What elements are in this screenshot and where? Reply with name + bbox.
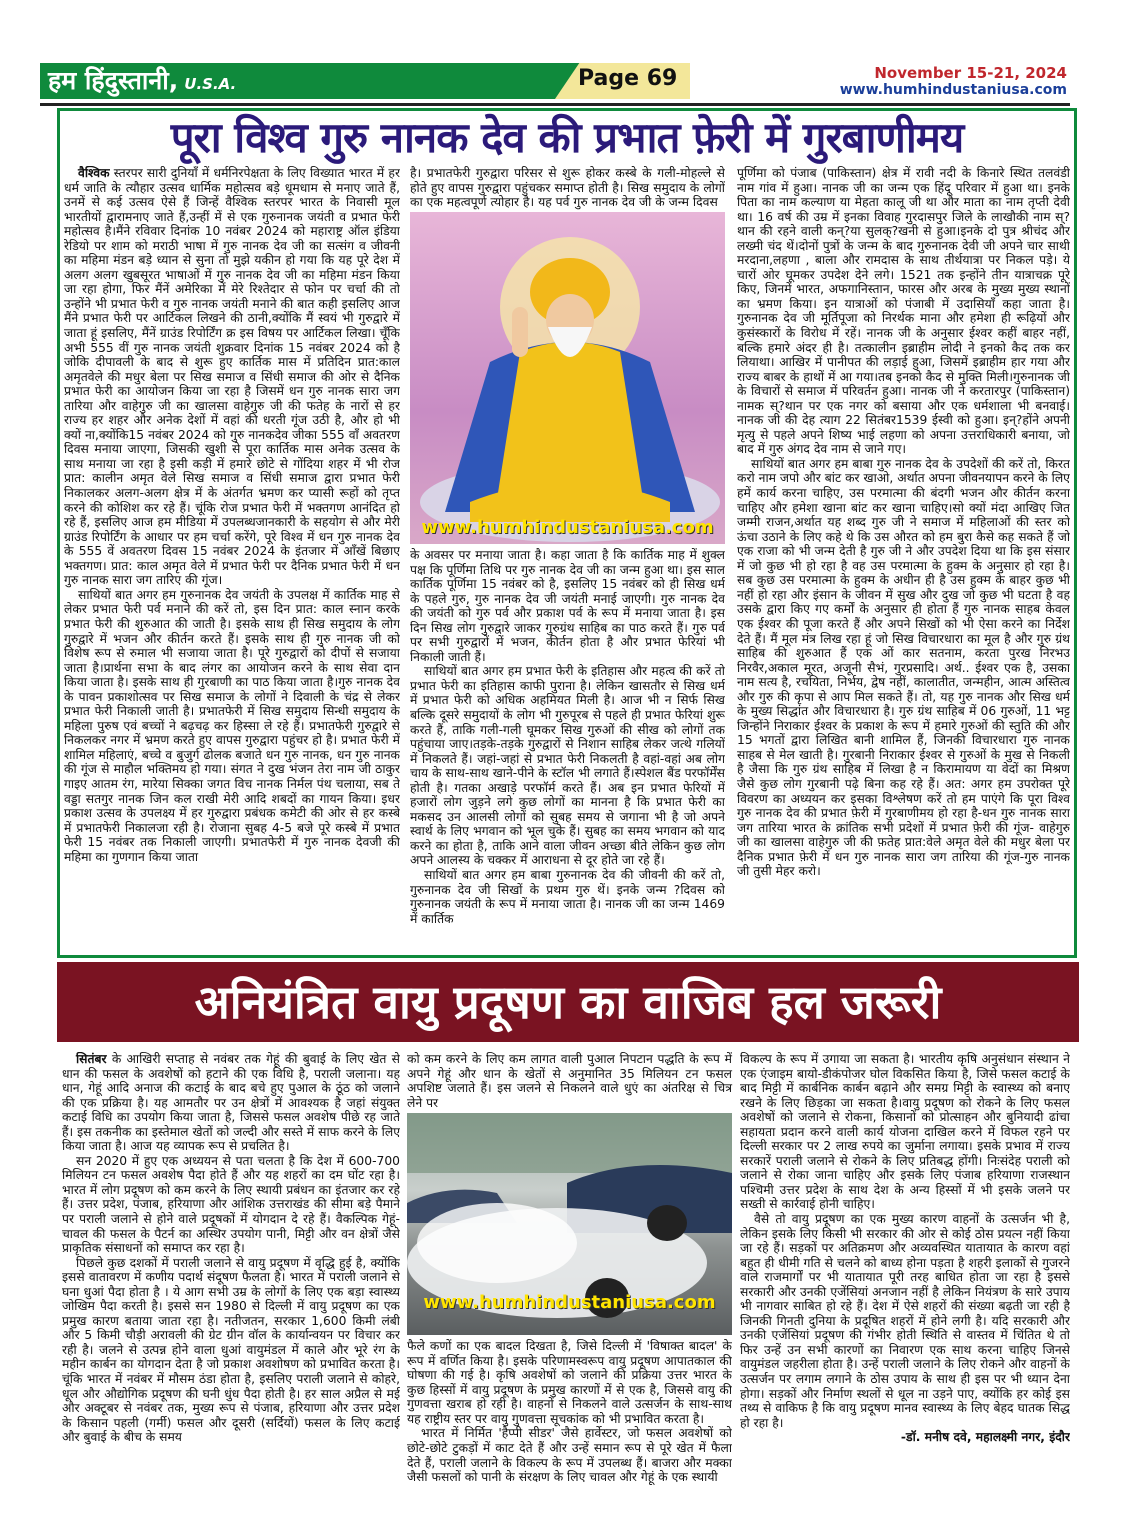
article2-column-3: विकल्प के रूप में उगाया जा सकता है। भारतीय कृषि अनुसंधान संस्थान ने एक एंजाइम बायो-डीकंपोजर घोल विकसित किया है, जिसे फसल कटाई के बाद मिट्टी में कार्बनिक कार्बन बढ़ाने और समग्र मिट्टी के स्वास्थ्य को बनाए रखने के लिए छिड़का जा सकता है।वायु प्रदूषण को रोकने के लिए फसल अवशेषों को जलाने से रोकना, किसानों को प्रोत्साहन और बुनियादी ढांचा सहायता प्रदान करने वाली कार्य योजना दाखिल करने में विफल रहने पर दिल्ली सरकार पर 2 लाख रुपये का जुर्माना लगाया। इसके प्रभाव में राज्य सरकारें पराली जलाने से रोकने के लिए प्रतिबद्ध होंगी। निःसंदेह पराली को जलाने से रोका जाना चाहिए और इसके लिए पंजाब हरियाणा राजस्थान पश्चिमी उत्तर प्रदेश के साथ देश के अन्य हिस्सों में भी इसके जलने पर सख्ती से कार्रवाई होनी चाहिए। वैसे तो वायु प्रदूषण का एक मुख्य कारण वाहनों के उत्सर्जन भी है, लेकिन इसके लिए किसी भी सरकार की ओर से कोई ठोस प्रयत्न नहीं किया जा रहे हैं। सड़कों पर अतिक्रमण और अव्यवस्थित यातायात के कारण वहां बहुत ही धीमी गति से चलने को बाध्य होना पड़ता है शहरी इलाकों से गुजरने वाले राजमार्गों पर भी यातायात पूरी तरह बाधित होता जा रहा है इससे सरकारी और उनकी एजेंसियां अनजान नहीं है लेकिन नियंत्रण के सारे उपाय भी नागवार साबित हो रहे हैं। देश में ऐसे शहरों की संख्या बढ़ती जा रही है जिनकी गिनती दुनिया के प्रदूषित शहरों में होने लगी है। यदि सरकारी और उनकी एजेंसियां प्रदूषण की गंभीर होती स्थिति से वास्तव में चिंतित थे तो फिर उन्हें उन सभी कारणों का निवारण एक साथ करना चाहिए जिनसे वायुमंडल जहरीला होता है। उन्हें पराली जलाने के लिए रोकने और वाहनों के उत्सर्जन पर लगाम लगाने के ठोस उपाय के साथ ही इस पर भी ध्यान देना होगा। सड़कों और निर्माण स्थलों से धूल ना उड़ने पाए, क्योंकि हर कोई इस तथ्य से वाकिफ है कि वायु प्रदूषण मानव स्वास्थ्य के लिए बेहद घातक सिद्ध हो रहा है। -डॉ. मनीष दवे, महालक्ष्मी नगर, इंदौर [740,1052,1070,1445]
article1-column-2-top: है। प्रभातफेरी गुरुद्वारा परिसर से शुरू होकर कस्बे के गली-मोहल्ले से होते हुए वापस गुरुद्वारा पहुंचकर समाप्त होती है। सिख समुदाय के लोगों का एक महत्वपूर्ण त्योहार है। यह पर्व गुरु नानक देव जी के जन्म दिवस [410,166,725,210]
page-number: Page 69 [578,66,678,91]
article2-column-2 [407,1052,732,1498]
lead-word: वैश्विक [78,166,110,180]
newspaper-name: हम हिंदुस्तानी, U.S.A. [48,66,237,95]
guru-nanak-portrait-image [410,212,725,544]
article1-column-3: पूर्णिमा को पंजाब (पाकिस्तान) क्षेत्र में रावी नदी के किनारे स्थित तलवंडी नाम गांव में हुआ। नानक जी का जन्म एक हिंदू परिवार में हुआ था। इनके पिता का नाम कल्याण या मेहता कालू जी था और माता का नाम तृप्ती देवी था। 16 वर्ष की उम्र में इनका विवाह गुरदासपुर जिले के लाखौकी नाम स्?थान की रहने वाली कन्?या सुलक्?खनी से हुआ।इनके दो पुत्र श्रीचंद और लख्मी चंद थें।दोनों पुत्रों के जन्म के बाद गुरुनानक देवी जी अपने चार साथी मरदाना,लहणा , बाला और रामदास के साथ तीर्थयात्रा पर निकल पड़े। ये चारों ओर घूमकर उपदेश देने लगे। 1521 तक इन्होंने तीन यात्राचक्र पूरे किए, जिनमें भारत, अफगानिस्तान, फारस और अरब के मुख्य मुख्य स्थानों का भ्रमण किया। इन यात्राओं को पंजाबी में उदासियाँ कहा जाता है। गुरुनानक देव जी मूर्तिपूजा को निरर्थक माना और हमेशा ही रूढ़ियों और कुसंस्कारों के विरोध में रहें। नानक जी के अनुसार ईश्वर कहीं बाहर नहीं, बल्कि हमारे अंदर ही है। तत्कालीन इब्राहीम लोदी ने इनको कैद तक कर लियाथा। आखिर में पानीपत की लड़ाई हुआ, जिसमें इब्राहीम हार गया और राज्य बाबर के हाथों में आ गया।तब इनको कैद से मुक्ति मिली।गुरुनानक जी के विचारों से समाज में परिवर्तन हुआ। नानक जी ने करतारपुर (पाकिस्तान) नामक स्?थान पर एक नगर को बसाया और एक धर्मशाला भी बनवाई। नानक जी की देह त्याग 22 सितंबर1539 ईस्वी को हुआ। इन्?होंने अपनी मृत्यु से पहले अपने शिष्य भाई लहणा को अपना उत्तराधिकारी बनाया, जो बाद में गुरु अंगद देव नाम से जाने गए। साथियों बात अगर हम बाबा गुरु नानक देव के उपदेशों की करें तो, किरत करो नाम जपो और बांट कर खाओ, अर्थात अपना जीवनयापन करने के लिए हमें कार्य करना चाहिए, उस परमात्मा की बंदगी भजन और कीर्तन करना चाहिए और हमेशा खाना बांट कर खाना चाहिए।सो क्यों मंदा आखिए जित जम्मी राजन,अर्थात यह शब्द गुरु जी ने समाज में महिलाओं की स्तर को ऊंचा उठाने के लिए कहे थे कि उस औरत को हम बुरा कैसे कह सकते हैं जो एक राजा को भी जन्म देती है गुरु जी ने और उपदेश दिया था कि इस संसार में जो कुछ भी हो रहा है वह उस परमात्मा के हुक्म के अनुसार हो रहा है। सब कुछ उस परमात्मा के हुक्म के अधीन ही है उस हुक्म के बाहर कुछ भी नहीं हो रहा और इंसान के जीवन में सुख और दुख जो कुछ भी घटता है वह उसके द्वारा किए गए कर्मों के अनुसार ही होता हैं गुरु नानक साहब केवल एक ईश्वर की पूजा करते हैं और अपने सिखों को भी ऐसा करने का निर्देश देते हैं। मैं मूल मंत्र लिख रहा हूं जो सिख विचारधारा का मूल है और गुरु ग्रंथ साहिब की शुरुआत हैं एक ओं कार सतनाम, करता पुरख निरभउ निरवैर,अकाल मूरत, अजूनी सैभं, गुरप्रसादि। अर्थ.. ईश्वर एक है, उसका नाम सत्य है, रचयिता, निर्भय, द्वेष नहीं, कालातीत, जन्महीन, आत्म अस्तित्व और गुरु की कृपा से आप मिल सकते हैं। तो, यह गुरु नानक और सिख धर्म के मुख्य सिद्धांत और विचारधारा है। गुरु ग्रंथ साहिब में 06 गुरुओं, 11 भट्ट जिन्होंने निराकार ईश्वर के प्रकाश के रूप में हमारे गुरुओं की स्तुति की और 15 भगतों द्वारा लिखित बानी शामिल हैं, जिनकी विचारधारा गुरु नानक साहब से मेल खाती है। गुरबानी निराकार ईश्वर से गुरुओं के मुख से निकली है जैसा कि गुरु ग्रंथ साहिब में लिखा है न किरामायण या वेदों का मिश्रण जैसे कुछ लोग गुरबानी पढ़े बिना कह रहे हैं। अत: अगर हम उपरोक्त पूरे विवरण का अध्ययन कर इसका विश्लेषण करें तो हम पाएंगे कि पूरा विश्व गुरु नानक देव की प्रभात फ़ेरी में गुरबाणीमय हो रहा है-धन गुरु नानक सारा जग तारिया भारत के क्रांतिक सभी प्रदेशों में प्रभात फ़ेरी की गूंज- वाहेगुरु जी का खालसा वाहेगुरु जी की फ़तेह प्रात:वेले अमृत वेले की मधुर बेला पर दैनिक प्रभात फ़ेरी में धन गुरु नानक सारा जग तारिया की गूंज-गुरु नानक जी तुसी मेहर करो। [737,166,1070,879]
article1-column-2-bottom: के अवसर पर मनाया जाता है। कहा जाता है कि कार्तिक माह में शुक्ल पक्ष कि पूर्णिमा तिथि पर गुरु नानक देव जी का जन्म हुआ था। इस साल कार्तिक पूर्णिमा 15 नवंबर को है, इसलिए 15 नवंबर को ही सिख धर्म के पहले गुरु, गुरु नानक देव जी जयंती मनाई जाएगी। गुरु नानक देव की जयंती को गुरु पर्व और प्रकाश पर्व के रूप में मनाया जाता है। इस दिन सिख लोग गुरुद्वारे जाकर गुरुग्रंथ साहिब का पाठ करते हैं। गुरु पर्व पर सभी गुरुद्वारों में भजन, कीर्तन होता है और प्रभात फेरियां भी निकाली जाती हैं। साथियों बात अगर हम प्रभात फेरी के इतिहास और महत्व की करें तो प्रभात फेरी का इतिहास काफी पुराना है। लेकिन खासतौर से सिख धर्म में प्रभात फेरी को अधिक अहमियत मिली है। आज भी न सिर्फ सिख बल्कि दूसरे समुदायों के लोग भी गुरुपूरब से पहले ही प्रभात फेरियां शुरू करते हैं, ताकि गली-गली घूमकर सिख गुरुओं की सीख को लोगों तक पहुंचाया जाए।तड़के-तड़के गुरुद्वारों से निशान साहिब लेकर जत्थे गलियों में निकलते हैं। जहां-जहां से प्रभात फेरी निकलती है वहां-वहां अब लोग चाय के साथ-साथ खाने-पीने के स्टॉल भी लगाते हैं।स्पेशल बैंड परफॉर्मेंस होती है। गतका अखाड़े परफॉर्म करते हैं। अब इन प्रभात फेरियों में हजारों लोग जुड़ने लगे कुछ लोगों का मानना है कि प्रभात फेरी का मकसद उन आलसी लोगों को सुबह समय से जगाना भी है जो अपने स्वार्थ के लिए भगवान को भूल चुके हैं। सुबह का समय भगवान को याद करने का होता है, ताकि आने वाला जीवन अच्छा बीते लेकिन कुछ लोग अपने आलस्य के चक्कर में आराधना से दूर होते जा रहे हैं। साथियों बात अगर हम बाबा गुरुनानक देव की जीवनी की करें तो, गुरुनानक देव जी सिखों के प्रथम गुरु थें। इनके जन्म ?दिवस को गुरुनानक जयंती के रूप में मनाया जाता है। नानक जी का जन्म 1469 में कार्तिक [410,548,725,926]
traffic-pollution-image [407,1113,732,1335]
byline: -डॉ. मनीष दवे, महालक्ष्मी नगर, इंदौर [900,1430,1070,1445]
image-watermark: www.humhindustaniusa.com [423,1292,716,1314]
article2-column-2-top: को कम करने के लिए कम लागत वाली पुआल निपटान पद्धति के रूप में अपने गेहूं और धान के खेतों से अनुमानित 35 मिलियन टन फसल अपशिष्ट जलाते हैं। इस जलने से निकलने वाले धुएं का अंतरिक्ष से चित्र लेने पर [407,1052,732,1110]
issue-date: November 15-21, 2024 [874,64,1067,82]
lead-word: सितंबर [76,1052,107,1066]
article1-column-1: वैश्विक स्तरपर सारी दुनियाँ में धर्मनिरपेक्षता के लिए विख्यात भारत में हर धर्म जाति के त्यौहार उत्सव धार्मिक महोत्सव बड़े धूमधाम से मनाए जाते हैं, उनमें से कई उत्सव ऐसे हैं जिन्हें वैश्विक स्तरपर भारत के निवासी मूल भारतीयों द्वारामनाए जाते हैं,उन्हीं में से एक गुरुनानक जयंती व प्रभात फेरी महोत्सव है।मैंने रविवार दिनांक 10 नवंबर 2024 को महाराष्ट्र ऑल इंडिया रेडियो पर शाम को मराठी भाषा में गुरु नानक देव जी का सत्संग व जीवनी का महिमा मंडन बड़े ध्यान से सुना तो मुझे यकीन हो गया कि यह पूरे देश में अलग अलग खुबसूरत भाषाओं में गुरु नानक देव जी का महिमा मंडन किया जा रहा होगा, फिर मैंनें अमेरिका में मेरे रिश्तेदार से फोन पर चर्चा की तो उन्होंने भी प्रभात फेरी व गुरु नानक जयंती मनाने की बात कही इसलिए आज मैंने प्रभात फेरी पर आर्टिकल लिखने की ठानी,क्योंकि मैं स्वयं भी गुरुद्वारे में जाता हूं इसलिए, मैंनें ग्राउंड रिपोर्टिंग क्र इस विषय पर आर्टिकल लिखा। चूँकि अभी 555 वीं गुरु नानक जयंती शुक्रवार दिनांक 15 नवंबर 2024 को है जोकि दीपावली के बाद से शुरू हुए कार्तिक मास में प्रतिदिन प्रात:काल अमृतवेले की मधुर बेला पर सिख समाज व सिंधी समाज की ओर से दैनिक प्रभात फेरी का आयोजन किया जा रहा है जिसमें धन गुरु नानक सारा जग तारिया और वाहेगुरु जी का खालसा वाहेगुरु जी की फतेह के नारों से हर राज्य हर शहर और अनेक देशों में वहां की धरती गूंज उठी है, और हो भी क्यों ना,क्योंकि15 नवंबर 2024 को गुरु नानकदेव जीका 555 वाँ अवतरण दिवस मनाया जाएगा, जिसकी खुशी से पूरा कार्तिक मास अनेक उत्सव के साथ मनाया जा रहा है इसी कड़ी में हमारे छोटे से गोंदिया शहर में भी रोज प्रात: कालीन अमृत वेले सिख समाज व सिंधी समाज द्वारा प्रभात फेरी निकालकर अलग-अलग क्षेत्र में के अंतर्गत भ्रमण कर प्यासी रूहों को तृप्त करने की कोशिश कर रहे हैं। चूंकि रोज प्रभात फेरी में भक्तगण आनंदित हो रहे हैं, इसलिए आज हम मीडिया में उपलब्धजानकारी के सहयोग से और मेरी ग्राउंड रिपोर्टिंग के आधार पर हम चर्चा करेंगे, पूरे विश्व में धन गुरु नानक देव के 555 वें अवतरण दिवस 15 नवंबर 2024 के इंतजार में आँखें बिछाए भक्तगण। प्रात: काल अमृत वेले में प्रभात फेरी पर दैनिक प्रभात फेरी में धन गुरु नानक सारा जग तारिए की गूंज। साथियों बात अगर हम गुरुनानक देव जयंती के उपलक्ष में कार्तिक माह से लेकर प्रभात फेरी पर्व मनाने की करें तो, इस दिन प्रात: काल स्नान करके प्रभात फेरी की शुरुआत की जाती है। इसके साथ ही सिख समुदाय के लोग गुरुद्वारे में भजन और कीर्तन करते हैं। इसके साथ ही गुरु नानक जी को विशेष रूप से रुमाल भी सजाया जाता है। पूरे गुरुद्वारों को दीपों से सजाया जाता है।प्रार्थना सभा के बाद लंगर का आयोजन करने के साथ सेवा दान किया जाता है। इसके साथ ही गुरबाणी का पाठ किया जाता है।गुरु नानक देव के पावन प्रकाशोत्सव पर सिख समाज के लोगों ने दिवाली के चंद्र से लेकर प्रभात फेरी निकाली जाती है। प्रभातफेरी में सिख समुदाय सिन्धी समुदाय के महिला पुरुष एवं बच्चों ने बढ़चढ़ कर हिस्सा ले रहे हैं। प्रभातफेरी गुरुद्वारे से निकलकर नगर में भ्रमण करते हुए वापस गुरुद्वारा पहुंचर हो है। प्रभात फेरी में शामिल महिलाएं, बच्चे व बुजुर्ग ढोलक बजाते धन गुरु नानक, धन गुरु नानक की गूंज से माहौल भक्तिमय हो गया। संगत ने दुख भंजन तेरा नाम जी ठाकुर गाइए आतम रंग, मारेया सिक्का जगत विच नानक निर्मल पंथ चलाया, सब ते वड्डा सतगुर नानक जिन कल राखी मेरी आदि शबदों का गायन किया। इधर प्रकाश उत्सव के उपलक्ष्य में हर गुरुद्वारा प्रबंधक कमेटी की ओर से हर कस्बे में प्रभातफेरी निकालजा रही है। रोजाना सुबह 4-5 बजे पूरे कस्बे में प्रभात फेरी 15 नवंबर तक निकाली जाएगी। प्रभातफेरी में गुरु नानक देवजी की महिमा का गुणगान किया जाता [64,166,400,864]
guru-nanak-illustration [410,212,725,544]
website-link[interactable]: www.humhindustaniusa.com [839,82,1067,98]
image-watermark: www.humhindustaniusa.com [421,517,714,538]
article2-headline: अनियंत्रित वायु प्रदूषण का वाजिब हल जरूरी [194,975,942,1029]
article1-headline: पूरा विश्व गुरु नानक देव की प्रभात फ़ेरी में गुरबाणीमय [170,113,964,162]
article2-column-2-bottom: फैले कणों का एक बादल दिखता है, जिसे दिल्ली में 'विषाक्त बादल' के रूप में वर्णित किया है। इसके परिणामस्वरूप वायु प्रदूषण आपातकाल की घोषणा की गई है। कृषि अवशेषों को जलाने की प्रक्रिया उत्तर भारत के कुछ हिस्सों में वायु प्रदूषण के प्रमुख कारणों में से एक है, जिससे वायु की गुणवत्ता खराब हो रही है। वाहनों से निकलने वाले उत्सर्जन के साथ-साथ यह राष्ट्रीय स्तर पर वायु गुणवत्ता सूचकांक को भी प्रभावित करता है। भारत में निर्मित 'हैप्पी सीडर' जैसे हार्वेस्टर, जो फसल अवशेषों को छोटे-छोटे टुकड़ों में काट देते हैं और उन्हें समान रूप से पूरे खेत में फैला देते हैं, पराली जलाने के विकल्प के रूप में उपलब्ध हैं। बाजरा और मक्का जैसी फसलों को पानी के संरक्षण के लिए चावल और गेहूं के एक स्थायी [407,1339,732,1485]
article2-column-1: सितंबर के आखिरी सप्ताह से नवंबर तक गेहूं की बुवाई के लिए खेत से धान की फसल के अवशेषों को हटाने की एक विधि है, पराली जलाना। यह धान, गेहूं आदि अनाज की कटाई के बाद बचे हुए पुआल के ठूंठ को जलाने की एक प्रक्रिया है। यह आमतौर पर उन क्षेत्रों में आवश्यक है जहां संयुक्त कटाई विधि का उपयोग किया जाता है, जिससे फसल अवशेष पीछे रह जाते हैं। इस तकनीक का इस्तेमाल खेतों को जल्दी और सस्ते में साफ करने के लिए किया जाता है। आज यह व्यापक रूप से प्रचलित है। सन 2020 में हुए एक अध्ययन से पता चलता है कि देश में 600-700 मिलियन टन फसल अवशेष पैदा होते हैं और यह शहरों का दम घोंट रहा है। भारत में लोग प्रदूषण को कम करने के लिए स्थायी प्रबंधन का इंतजार कर रहे हैं। उत्तर प्रदेश, पंजाब, हरियाणा और आंशिक उत्तराखंड की सीमा बड़े पैमाने पर पराली जलाने से होने वाले प्रदूषकों में योगदान दे रहे हैं। वैकल्पिक गेहूं-चावल की फसल के पैटर्न का अस्थिर उपयोग पानी, मिट्टी और वन क्षेत्रों जैसे प्राकृतिक संसाधनों को समाप्त कर रहा है। पिछले कुछ दशकों में पराली जलाने से वायु प्रदूषण में वृद्धि हुई है, क्योंकि इससे वातावरण में कणीय पदार्थ संदूषण फैलता है। भारत में पराली जलाने से घना धुआं पैदा होता है । ये आग सभी उम्र के लोगों के लिए एक बड़ा स्वास्थ्य जोखिम पैदा करती है। इससे सन 1980 से दिल्ली में वायु प्रदूषण का एक प्रमुख कारण बताया जाता रहा है। नतीजतन, सरकार 1,600 किमी लंबी और 5 किमी चौड़ी अरावली की ग्रेट ग्रीन वॉल के कार्यान्वयन पर विचार कर रही है। जलने से उत्पन्न होने वाला धुआं वायुमंडल में काले और भूरे रंग के महीन कार्बन का योगदान देता है जो प्रकाश अवशोषण को प्रभावित करता है। चूंकि भारत में नवंबर में मौसम ठंडा होता है, इसलिए पराली जलाने से कोहरे, धूल और औद्योगिक प्रदूषण की घनी धुंध पैदा होती है। हर साल अप्रैल से मई और अक्टूबर से नवंबर तक, मुख्य रूप से पंजाब, हरियाणा और उत्तर प्रदेश के किसान पहली (गर्मी) फसल और दूसरी (सर्दियों) फसल के लिए कटाई और बुवाई के बीच के समय [62,1052,400,1445]
header-rule [40,103,1070,106]
